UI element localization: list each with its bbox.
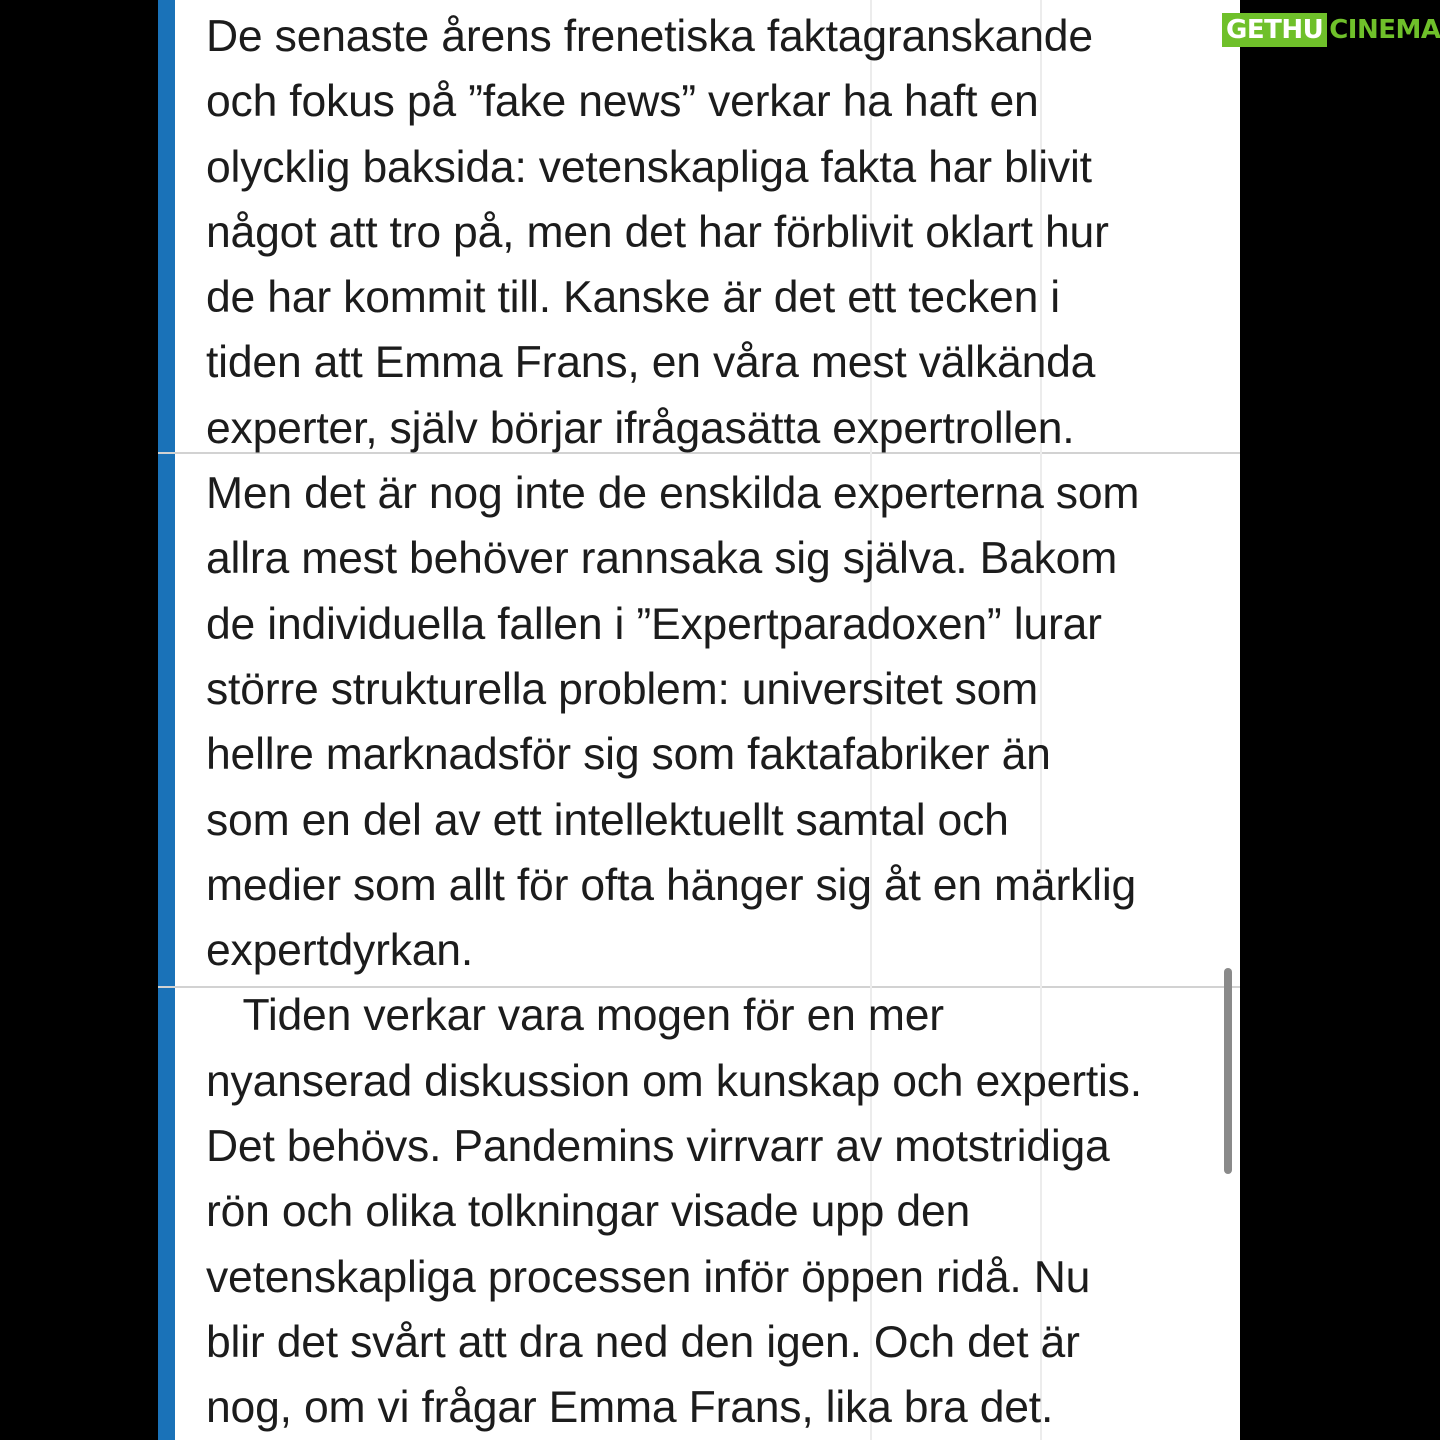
- text-line: medier som allt för ofta hänger sig åt en märklig: [206, 860, 1137, 910]
- text-line: tiden att Emma Frans, en våra mest välkända: [206, 338, 1096, 388]
- text-line: de individuella fallen i ”Expertparadoxen” lurar: [206, 599, 1102, 649]
- text-line: Det behövs. Pandemins virrvarr av motstridiga: [206, 1122, 1110, 1172]
- text-line: rön och olika tolkningar visade upp den: [206, 1187, 971, 1237]
- article-text: [206, 4, 1216, 1440]
- text-line: hellre marknadsför sig som faktafabriker än: [206, 730, 1051, 780]
- text-line: olycklig baksida: vetenskapliga fakta har blivit: [206, 142, 1092, 192]
- text-line: nog, om vi frågar Emma Frans, lika bra det.: [206, 1383, 1054, 1433]
- accent-bar: [158, 0, 175, 1440]
- text-line: de har kommit till. Kanske är det ett tecken i: [206, 273, 1060, 323]
- text-line: något att tro på, men det har förblivit oklart hur: [206, 207, 1109, 257]
- text-line: De senaste årens frenetiska faktagranskande: [206, 12, 1093, 61]
- text-line: och fokus på ”fake news” verkar ha haft en: [206, 77, 1039, 127]
- text-line: nyanserad diskussion om kunskap och expertis.: [206, 1056, 1142, 1106]
- text-line: allra mest behöver rannsaka sig själva. Bakom: [206, 534, 1118, 584]
- text-line: som en del av ett intellektuellt samtal och: [206, 795, 1009, 845]
- text-line: Tiden verkar vara mogen för en mer: [206, 991, 944, 1041]
- text-line: blir det svårt att dra ned den igen. Och det är: [206, 1317, 1080, 1367]
- text-line: vetenskapliga processen inför öppen ridå. Nu: [206, 1252, 1091, 1302]
- text-line: experter, själv börjar ifrågasätta expertrollen.: [206, 403, 1075, 453]
- text-line: större strukturella problem: universitet som: [206, 664, 1039, 714]
- watermark-logo: [1222, 12, 1440, 48]
- text-line: expertdyrkan.: [206, 926, 474, 976]
- logo-left-text: GETHU: [1222, 13, 1327, 47]
- article-page: [158, 0, 1240, 1440]
- logo-right-text: CINEMA: [1329, 15, 1440, 45]
- text-line: Men det är nog inte de enskilda experterna som: [206, 469, 1140, 519]
- scrollbar-thumb[interactable]: [1224, 968, 1232, 1174]
